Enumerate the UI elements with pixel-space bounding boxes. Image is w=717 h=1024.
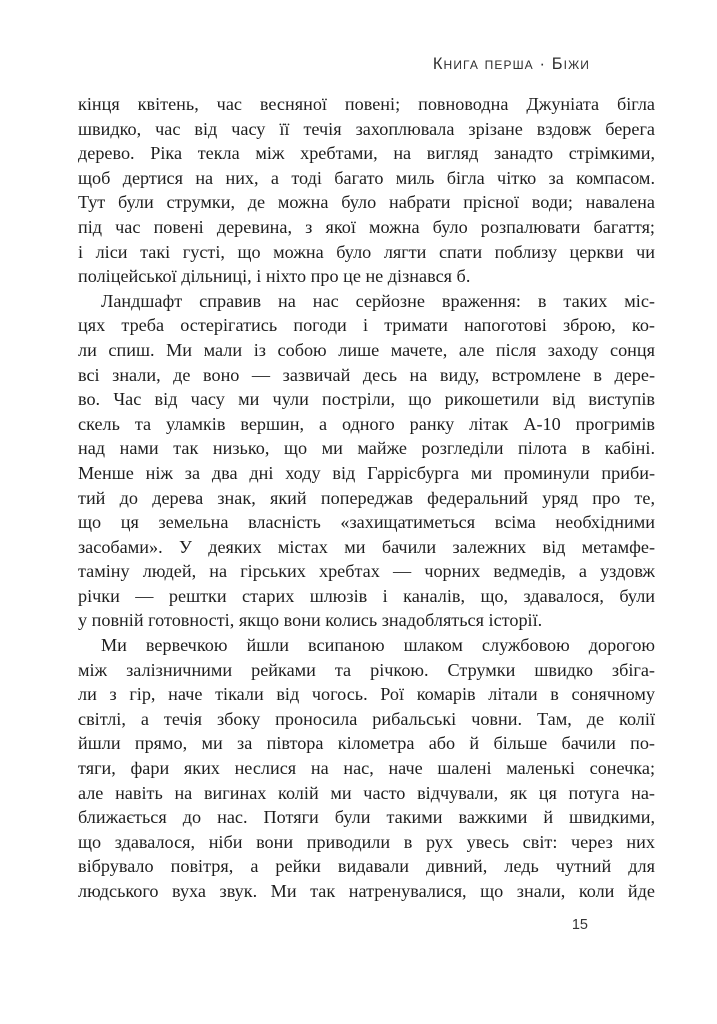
text-line: Тут були струмки, де можна було набрати прісної води; навалена [78,192,655,213]
text-line: Ми вервечкою йшли всипаною шлаком службовою дорогою [101,635,655,656]
text-line: річки — рештки старих шлюзів і каналів, що, здавалося, були [78,585,655,606]
text-line: тяги, фари яких неслися на нас, наче шалені маленькі сонечка; [78,758,655,779]
text-line: Ландшафт справив на нас серйозне враження: в таких міс- [101,290,655,311]
text-line: скель та уламків вершин, а одного ранку літак А-10 прогримів [78,413,655,434]
text-line: ближається до нас. Потяги були такими важкими й швидкими, [78,807,655,828]
text-line: але навіть на вигинах колій ми часто відчували, як ця потуга на- [78,782,655,803]
text-line: щоб дертися на них, а тоді багато миль бігла чітко за компасом. [78,167,655,188]
text-line: всі знали, де воно — зазвичай десь на виду, встромлене в дере- [78,364,655,385]
text-line: йшли прямо, ми за півтора кілометра або й більше бачили по- [78,733,655,754]
text-line: ли з гір, наче тікали від чогось. Рої комарів літали в сонячному [78,684,655,705]
text-line: світлі, а течія збоку проносила рибальські човни. Там, де колії [78,708,655,729]
text-line: кінця квітень, час весняної повені; повноводна Джуніата бігла [78,94,655,114]
text-line: Менше ніж за два дні ходу від Гаррісбурга ми проминули приби- [78,462,655,483]
text-line: ли спиш. Ми мали із собою лише мачете, але після заходу сонця [78,339,655,360]
page-number: 15 [571,917,588,933]
text-line: швидко, час від часу її течія захоплювала зрізане вздовж берега [78,118,655,139]
text-line: таміну людей, на гірських хребтах — чорних ведмедів, а уздовж [78,561,655,582]
text-line: тий до дерева знак, який попереджав федеральний уряд про те, [78,487,655,508]
text-line: і ліси такі густі, що можна було лягти спати поблизу церкви чи [78,241,655,262]
text-line: між залізничними рейками та річкою. Струмки швидко збіга- [78,659,655,680]
text-line: людського вуха звук. Ми так натренувалися, що знали, коли йде [78,881,655,901]
text-line: що здавалося, ніби вони приводили в рух увесь світ: через них [78,831,655,852]
text-line: під час повені деревина, з якої можна було розпалювати багаття; [78,216,655,237]
text-line: у повній готовності, якщо вони колись знадобляться історії. [78,610,543,631]
body-text [78,92,655,904]
text-line: дерево. Ріка текла між хребтами, на вигляд занадто стрімкими, [78,143,655,164]
text-line: що ця земельна власність «захищатиметься всіма необхідними [78,512,655,533]
text-line: поліцейської дільниці, і ніхто про це не дізнався б. [78,266,471,287]
text-line: засобами». У деяких містах ми бачили залежних від метамфе- [78,536,655,557]
text-line: над нами так низько, що ми майже розгледіли пілота в кабіні. [78,438,655,459]
text-line: вібрувало повітря, а рейки видавали дивний, ледь чутний для [78,856,655,877]
text-line: цях треба остерігатись погоди і тримати напоготові зброю, ко- [78,315,655,336]
running-header: Книга перша · Біжи [432,55,590,73]
text-line: во. Час від часу ми чули постріли, що рикошетили від виступів [78,389,655,410]
